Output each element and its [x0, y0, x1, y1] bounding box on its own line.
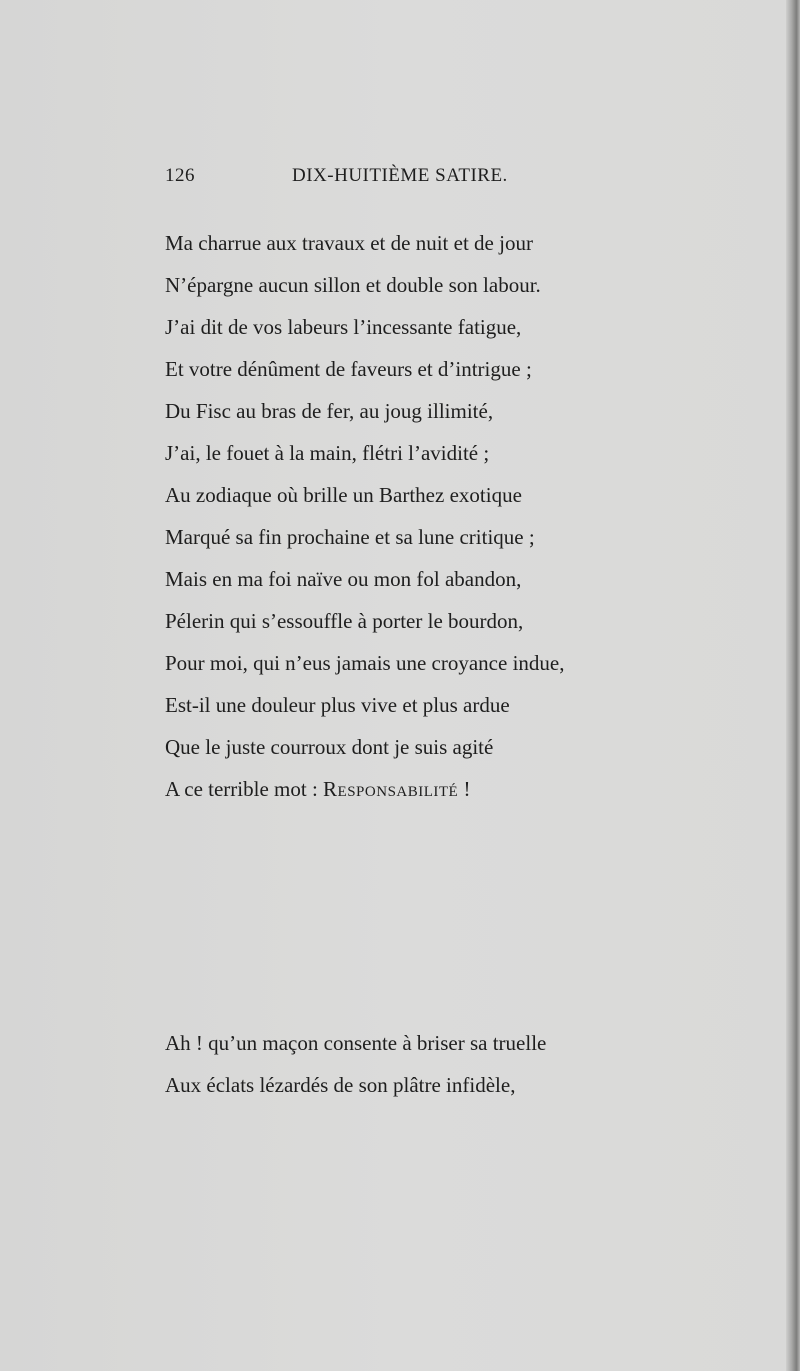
- verse-line: Mais en ma foi naïve ou mon fol abandon,: [165, 567, 522, 591]
- verse-line: Marqué sa fin prochaine et sa lune critique ;: [165, 525, 535, 549]
- page-edge-shadow: [786, 0, 800, 1371]
- verse-prefix: A ce terrible mot :: [165, 777, 324, 801]
- verse-line: N’épargne aucun sillon et double son labour.: [165, 273, 541, 297]
- verse-line: Ah ! qu’un maçon consente à briser sa truelle: [165, 1031, 547, 1055]
- verse-line: Aux éclats lézardés de son plâtre infidèle,: [165, 1073, 516, 1097]
- running-title: DIX-HUITIÈME SATIRE.: [292, 165, 508, 186]
- verse-line: Et votre dénûment de faveurs et d’intrigue ;: [165, 357, 532, 381]
- verse-line: Est-il une douleur plus vive et plus ardue: [165, 693, 510, 717]
- verse-line: J’ai dit de vos labeurs l’incessante fatigue,: [165, 315, 522, 339]
- verse-line-last: [165, 768, 705, 810]
- stanza-2: [165, 1022, 705, 1106]
- verse-line: Que le juste courroux dont je suis agité: [165, 735, 494, 759]
- stanza-1: [165, 222, 705, 810]
- verse-line: Ma charrue aux travaux et de nuit et de jour: [165, 231, 533, 255]
- verse-line: Pélerin qui s’essouffle à porter le bourdon,: [165, 609, 524, 633]
- verse-line: Du Fisc au bras de fer, au joug illimité,: [165, 399, 494, 423]
- verse-line: Au zodiaque où brille un Barthez exotique: [165, 483, 522, 507]
- verse-line: J’ai, le fouet à la main, flétri l’avidité ;: [165, 441, 490, 465]
- page-header: [165, 165, 585, 195]
- page-number: 126: [165, 165, 195, 186]
- verse-line: Pour moi, qui n’eus jamais une croyance indue,: [165, 651, 565, 675]
- emphasized-word: Responsabilité: [323, 777, 459, 801]
- verse-suffix: !: [458, 777, 471, 801]
